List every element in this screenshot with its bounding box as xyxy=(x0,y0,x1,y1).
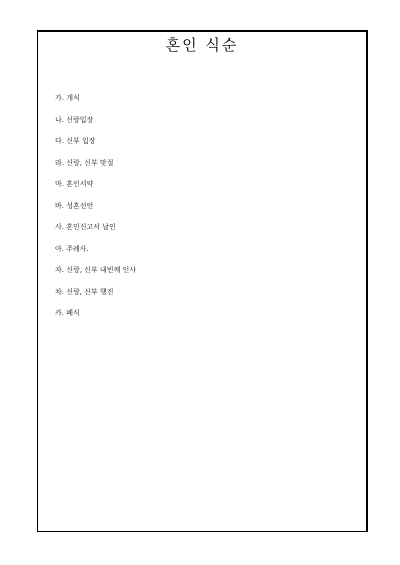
list-item: 사. 혼인신고서 날인 xyxy=(55,223,116,231)
list-item: 다. 신부 입장 xyxy=(55,137,96,145)
document-title: 혼인 식순 xyxy=(165,36,239,54)
list-item: 바. 성혼선언 xyxy=(55,201,94,210)
list-item: 라. 신랑, 신부 맞절 xyxy=(55,158,114,167)
list-item: 가. 개식 xyxy=(55,94,80,102)
list-item: 자. 신랑, 신부 내빈께 인사 xyxy=(55,266,136,274)
list-item: 차. 신랑, 신부 행진 xyxy=(55,287,114,296)
list-item: 나. 신랑입장 xyxy=(55,115,94,124)
ceremony-order-list xyxy=(55,93,136,330)
list-item: 카. 폐식 xyxy=(55,309,80,317)
document-page xyxy=(37,30,368,532)
list-item: 마. 혼인서약 xyxy=(55,180,94,188)
list-item: 아. 주례사. xyxy=(55,244,89,253)
